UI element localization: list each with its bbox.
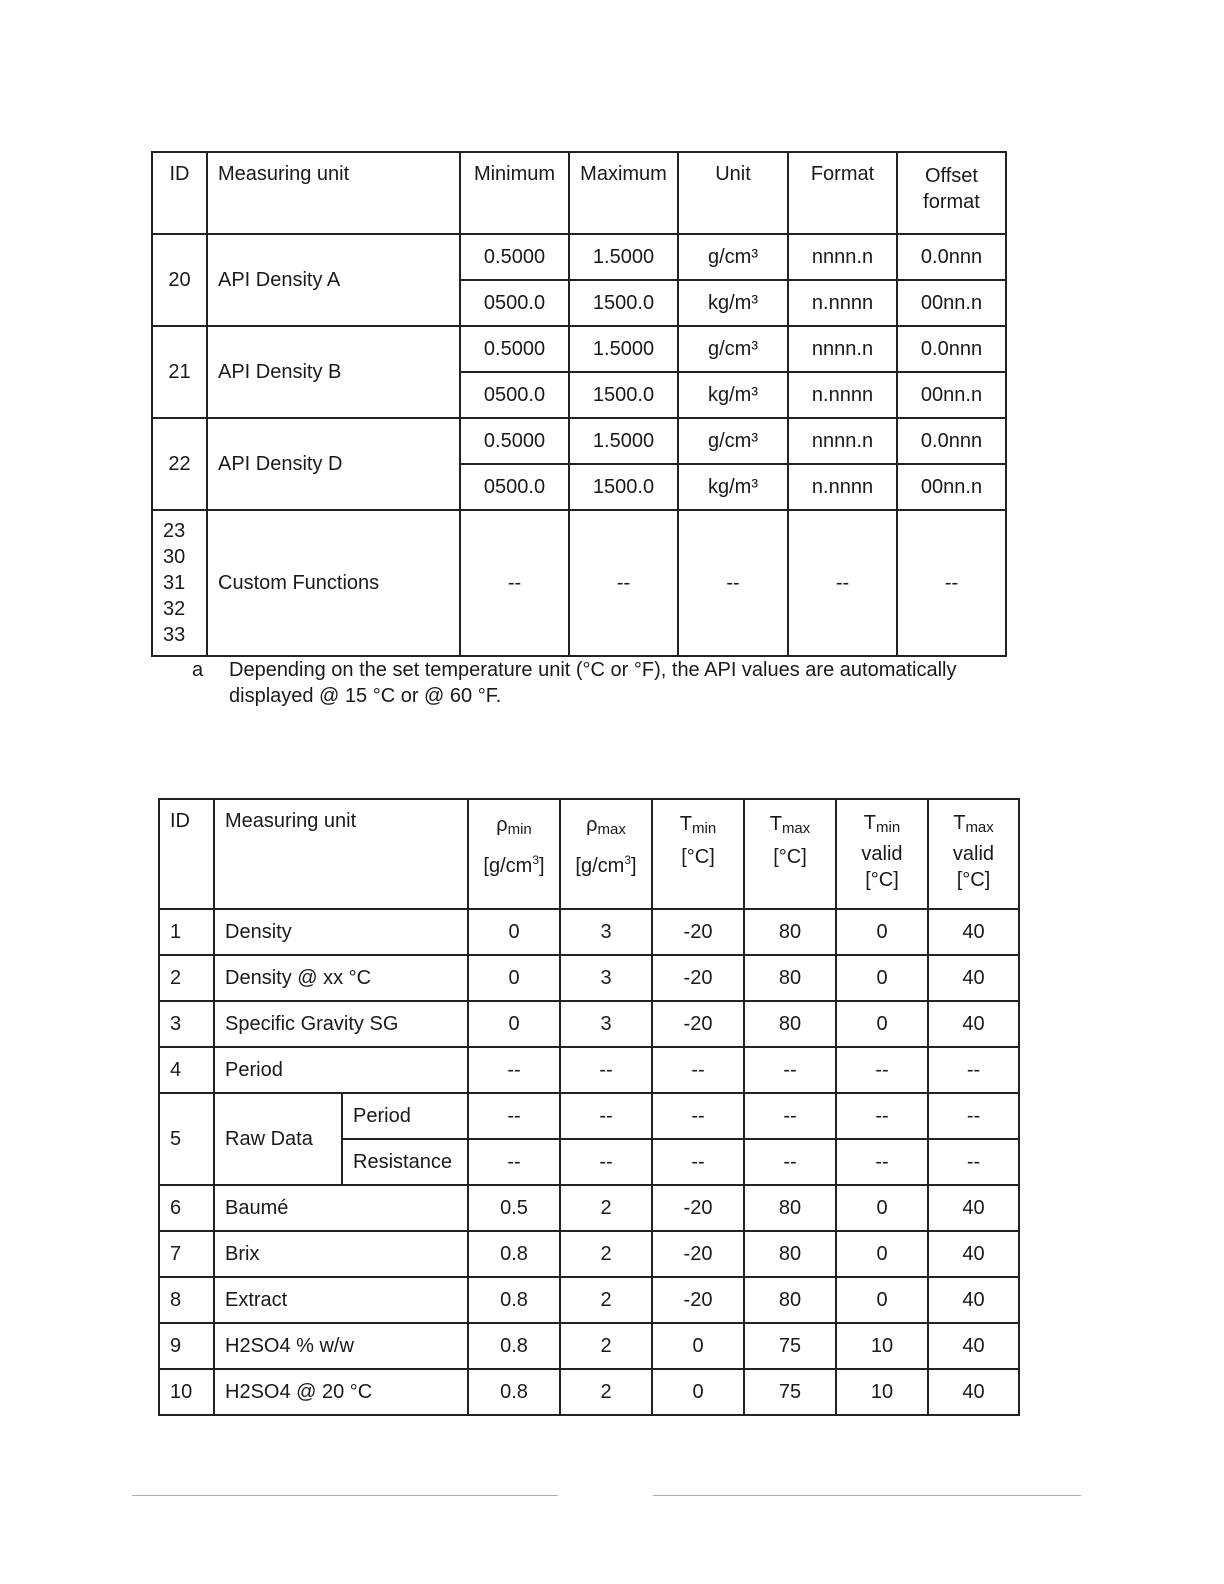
- cell-maximum: 1500.0: [569, 464, 678, 510]
- table-row: [159, 955, 1019, 1001]
- cell-rho-min: --: [468, 1139, 560, 1185]
- cell-t-max: 80: [744, 1277, 836, 1323]
- superscript-3: 3: [624, 853, 632, 867]
- footer-rule-left: [132, 1495, 558, 1496]
- cell-id: 3: [159, 1001, 214, 1047]
- cell-measuring-unit: Period: [214, 1047, 468, 1093]
- subscript-min: min: [876, 819, 901, 836]
- custom-id: 31: [163, 572, 186, 594]
- cell-offset-format: 0.0nnn: [897, 418, 1006, 464]
- cell-offset-format: 0.0nnn: [897, 234, 1006, 280]
- cell-t-min: --: [652, 1093, 744, 1139]
- header-id: ID: [159, 799, 214, 909]
- cell-measuring-unit: H2SO4 % w/w: [214, 1323, 468, 1369]
- cell-rho-max: 2: [560, 1277, 652, 1323]
- header-maximum: Maximum: [569, 152, 678, 234]
- cell-t-max: --: [744, 1047, 836, 1093]
- cell-offset-format: 00nn.n: [897, 372, 1006, 418]
- cell-t-min-valid: 0: [836, 909, 928, 955]
- symbol-rho: ρ: [496, 814, 508, 836]
- cell-t-min-valid: --: [836, 1139, 928, 1185]
- api-density-table: [151, 151, 1007, 657]
- cell-format: nnnn.n: [788, 326, 897, 372]
- footnote-mark: a: [192, 659, 204, 681]
- cell-maximum: 1500.0: [569, 372, 678, 418]
- cell-sub-unit: Period: [342, 1093, 468, 1139]
- table-row-custom-functions: [152, 510, 1006, 656]
- cell-maximum: 1.5000: [569, 234, 678, 280]
- header-rho-max: [560, 799, 652, 909]
- subscript-max: max: [965, 819, 994, 836]
- cell-maximum: 1.5000: [569, 418, 678, 464]
- measuring-unit-limits-table: [158, 798, 1020, 1416]
- header-offset-format: Offset format: [897, 152, 1006, 234]
- header-format: Format: [788, 152, 897, 234]
- table-header-row: [159, 799, 1019, 909]
- header-unit: Unit: [678, 152, 788, 234]
- table-row: [159, 1231, 1019, 1277]
- cell-t-max-valid: 40: [928, 1323, 1019, 1369]
- cell-rho-min: --: [468, 1047, 560, 1093]
- cell-t-max-valid: 40: [928, 1277, 1019, 1323]
- table-header-row: [152, 152, 1006, 234]
- cell-offset-format: 0.0nnn: [897, 326, 1006, 372]
- symbol-t: T: [769, 813, 782, 835]
- cell-measuring-unit: Custom Functions: [207, 510, 460, 656]
- cell-minimum: 0.5000: [460, 326, 569, 372]
- cell-t-min-valid: 10: [836, 1323, 928, 1369]
- cell-t-max-valid: 40: [928, 1185, 1019, 1231]
- word-valid: valid: [952, 843, 995, 865]
- cell-t-max: --: [744, 1093, 836, 1139]
- cell-unit: --: [678, 510, 788, 656]
- cell-t-max: 75: [744, 1369, 836, 1415]
- cell-maximum: 1.5000: [569, 326, 678, 372]
- unit-text: [g/cm: [483, 855, 533, 877]
- cell-id: 2: [159, 955, 214, 1001]
- cell-rho-min: 0.8: [468, 1323, 560, 1369]
- cell-measuring-unit: API Density A: [207, 234, 460, 326]
- cell-unit: g/cm³: [678, 234, 788, 280]
- custom-id: 33: [163, 624, 186, 646]
- cell-minimum: 0500.0: [460, 280, 569, 326]
- cell-rho-max: --: [560, 1093, 652, 1139]
- superscript-3: 3: [532, 853, 540, 867]
- cell-t-min: --: [652, 1139, 744, 1185]
- cell-measuring-unit: Density @ xx °C: [214, 955, 468, 1001]
- cell-rho-max: --: [560, 1139, 652, 1185]
- cell-rho-min: --: [468, 1093, 560, 1139]
- header-t-max-valid: [928, 799, 1019, 909]
- cell-t-max-valid: 40: [928, 1001, 1019, 1047]
- cell-t-max: --: [744, 1139, 836, 1185]
- cell-id: 10: [159, 1369, 214, 1415]
- cell-rho-max: 3: [560, 1001, 652, 1047]
- cell-rho-min: 0.8: [468, 1369, 560, 1415]
- symbol-t: T: [953, 812, 966, 834]
- cell-t-max-valid: --: [928, 1139, 1019, 1185]
- cell-t-min: -20: [652, 1277, 744, 1323]
- cell-t-max-valid: 40: [928, 955, 1019, 1001]
- cell-measuring-unit: H2SO4 @ 20 °C: [214, 1369, 468, 1415]
- custom-id: 32: [163, 598, 186, 620]
- table-row: [159, 1047, 1019, 1093]
- cell-t-max-valid: --: [928, 1047, 1019, 1093]
- cell-unit: kg/m³: [678, 464, 788, 510]
- cell-t-min: 0: [652, 1369, 744, 1415]
- cell-rho-max: 2: [560, 1369, 652, 1415]
- header-measuring-unit: Measuring unit: [207, 152, 460, 234]
- cell-t-min-valid: 0: [836, 1001, 928, 1047]
- custom-id: 23: [163, 520, 186, 542]
- cell-unit: kg/m³: [678, 372, 788, 418]
- cell-t-min-valid: 0: [836, 1277, 928, 1323]
- header-t-min: [652, 799, 744, 909]
- cell-format: n.nnnn: [788, 372, 897, 418]
- cell-rho-max: 2: [560, 1185, 652, 1231]
- cell-maximum: --: [569, 510, 678, 656]
- cell-t-min: -20: [652, 955, 744, 1001]
- cell-t-min: -20: [652, 1185, 744, 1231]
- cell-id: 20: [152, 234, 207, 326]
- cell-t-min: -20: [652, 1001, 744, 1047]
- cell-t-min-valid: --: [836, 1047, 928, 1093]
- cell-format: nnnn.n: [788, 418, 897, 464]
- word-valid: valid: [861, 843, 903, 865]
- cell-t-min-valid: 0: [836, 955, 928, 1001]
- cell-t-max-valid: 40: [928, 909, 1019, 955]
- unit-text: [g/cm: [575, 855, 625, 877]
- symbol-t: T: [863, 812, 877, 834]
- cell-offset-format: --: [897, 510, 1006, 656]
- cell-t-max: 80: [744, 1185, 836, 1231]
- cell-t-min-valid: 10: [836, 1369, 928, 1415]
- cell-id: 1: [159, 909, 214, 955]
- cell-minimum: 0500.0: [460, 372, 569, 418]
- cell-rho-min: 0.8: [468, 1277, 560, 1323]
- unit-celsius: [°C]: [865, 869, 899, 891]
- cell-rho-max: 3: [560, 955, 652, 1001]
- subscript-max: max: [781, 820, 811, 837]
- cell-measuring-unit: Extract: [214, 1277, 468, 1323]
- footer-rule-right: [653, 1495, 1081, 1496]
- cell-minimum: 0.5000: [460, 234, 569, 280]
- cell-minimum: 0500.0: [460, 464, 569, 510]
- cell-t-max: 80: [744, 1231, 836, 1277]
- cell-unit: g/cm³: [678, 326, 788, 372]
- cell-t-max-valid: --: [928, 1093, 1019, 1139]
- cell-rho-max: 2: [560, 1323, 652, 1369]
- cell-t-min-valid: 0: [836, 1231, 928, 1277]
- subscript-min: min: [507, 821, 532, 838]
- table-row-raw-data: [159, 1093, 1019, 1139]
- cell-id: 6: [159, 1185, 214, 1231]
- cell-t-min-valid: --: [836, 1093, 928, 1139]
- cell-id: 4: [159, 1047, 214, 1093]
- custom-id: 30: [163, 546, 186, 568]
- unit-celsius: [°C]: [773, 846, 807, 868]
- cell-t-max: 80: [744, 955, 836, 1001]
- table-row: [159, 1369, 1019, 1415]
- cell-measuring-unit: Baumé: [214, 1185, 468, 1231]
- cell-id-list: [152, 510, 207, 656]
- cell-t-min: 0: [652, 1323, 744, 1369]
- table-row: [152, 326, 1006, 372]
- header-id: ID: [152, 152, 207, 234]
- cell-id: 22: [152, 418, 207, 510]
- cell-t-min: -20: [652, 909, 744, 955]
- cell-measuring-unit: Brix: [214, 1231, 468, 1277]
- cell-measuring-unit: Specific Gravity SG: [214, 1001, 468, 1047]
- cell-measuring-unit: API Density B: [207, 326, 460, 418]
- cell-t-max: 80: [744, 909, 836, 955]
- table-row: [159, 1323, 1019, 1369]
- cell-offset-format: 00nn.n: [897, 280, 1006, 326]
- cell-t-max-valid: 40: [928, 1231, 1019, 1277]
- cell-rho-min: 0: [468, 909, 560, 955]
- cell-measuring-unit: Raw Data: [214, 1093, 342, 1185]
- cell-rho-min: 0.8: [468, 1231, 560, 1277]
- footnote-text: Depending on the set temperature unit (°C or °F), the API values are automatically displayed @ 15 °C or @ 60 °F.: [229, 659, 957, 707]
- unit-celsius: [°C]: [681, 846, 715, 868]
- cell-rho-min: 0: [468, 1001, 560, 1047]
- cell-rho-max: --: [560, 1047, 652, 1093]
- cell-id: 7: [159, 1231, 214, 1277]
- subscript-min: min: [692, 820, 717, 837]
- unit-text-close: ]: [631, 855, 637, 877]
- header-t-max: [744, 799, 836, 909]
- cell-id: 5: [159, 1093, 214, 1185]
- cell-t-max: 80: [744, 1001, 836, 1047]
- cell-id: 8: [159, 1277, 214, 1323]
- cell-offset-format: 00nn.n: [897, 464, 1006, 510]
- table-row: [152, 418, 1006, 464]
- table-row: [159, 909, 1019, 955]
- unit-text-close: ]: [539, 855, 545, 877]
- cell-t-min: -20: [652, 1231, 744, 1277]
- cell-format: --: [788, 510, 897, 656]
- unit-celsius: [°C]: [956, 869, 991, 891]
- subscript-max: max: [597, 821, 626, 838]
- cell-rho-min: 0.5: [468, 1185, 560, 1231]
- header-t-min-valid: [836, 799, 928, 909]
- cell-measuring-unit: API Density D: [207, 418, 460, 510]
- cell-id: 9: [159, 1323, 214, 1369]
- header-minimum: Minimum: [460, 152, 569, 234]
- table-row: [159, 1001, 1019, 1047]
- cell-rho-max: 2: [560, 1231, 652, 1277]
- cell-unit: g/cm³: [678, 418, 788, 464]
- cell-minimum: 0.5000: [460, 418, 569, 464]
- table-row: [159, 1185, 1019, 1231]
- cell-format: n.nnnn: [788, 280, 897, 326]
- cell-format: n.nnnn: [788, 464, 897, 510]
- symbol-t: T: [679, 813, 693, 835]
- header-rho-min: [468, 799, 560, 909]
- table-row: [152, 234, 1006, 280]
- cell-minimum: --: [460, 510, 569, 656]
- symbol-rho: ρ: [586, 814, 598, 836]
- cell-t-max-valid: 40: [928, 1369, 1019, 1415]
- cell-format: nnnn.n: [788, 234, 897, 280]
- cell-rho-max: 3: [560, 909, 652, 955]
- cell-id: 21: [152, 326, 207, 418]
- cell-sub-unit: Resistance: [342, 1139, 468, 1185]
- header-measuring-unit: Measuring unit: [214, 799, 468, 909]
- cell-maximum: 1500.0: [569, 280, 678, 326]
- cell-t-min-valid: 0: [836, 1185, 928, 1231]
- table-row: [159, 1277, 1019, 1323]
- cell-measuring-unit: Density: [214, 909, 468, 955]
- cell-t-max: 75: [744, 1323, 836, 1369]
- cell-unit: kg/m³: [678, 280, 788, 326]
- cell-rho-min: 0: [468, 955, 560, 1001]
- cell-t-min: --: [652, 1047, 744, 1093]
